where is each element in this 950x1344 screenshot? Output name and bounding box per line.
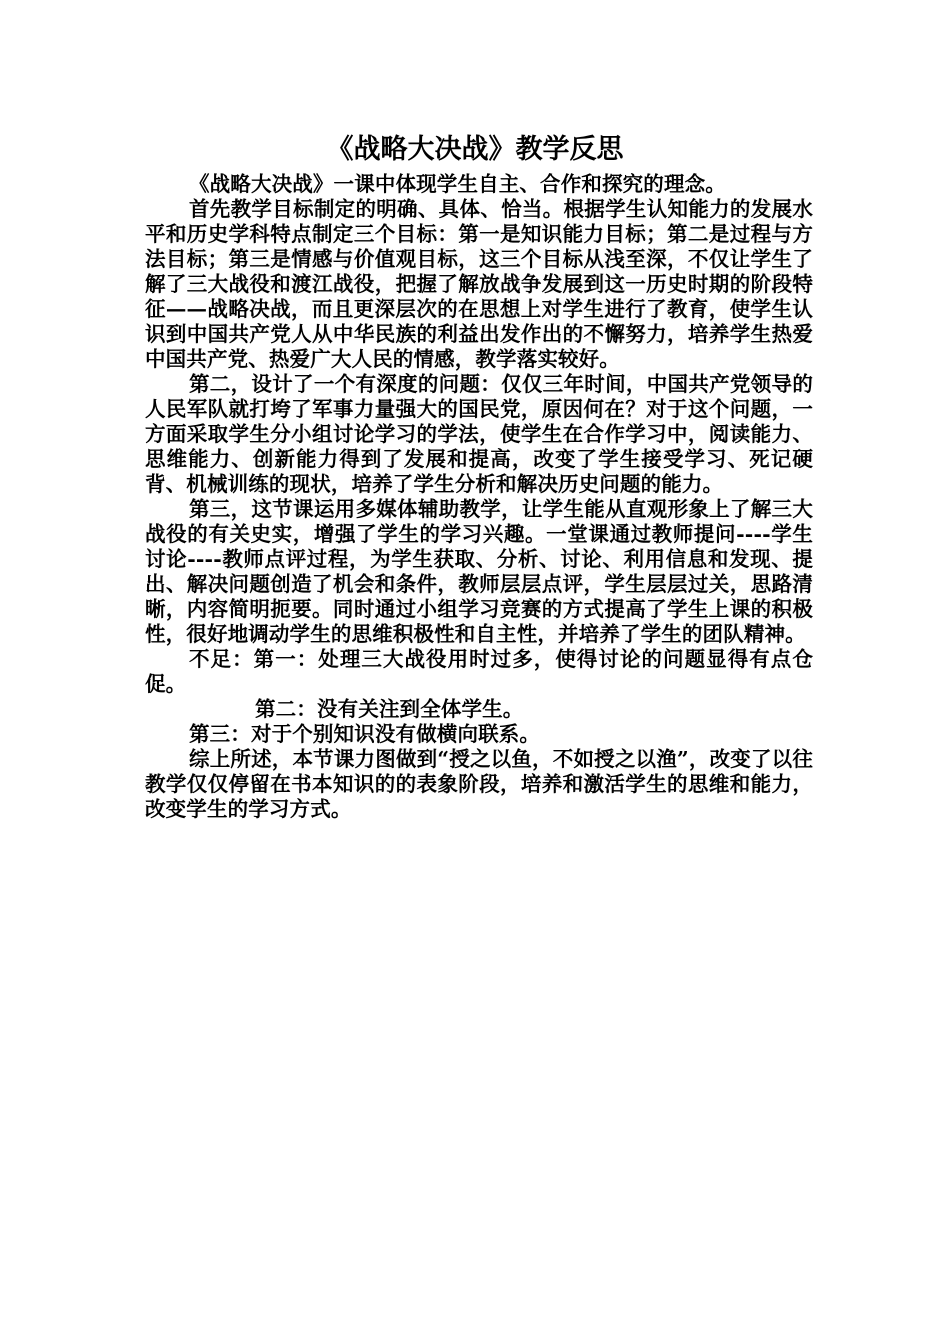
paragraph-shortcomings: 不足：第一：处理三大战役用时过多，使得讨论的问题显得有点仓促。 (145, 647, 813, 696)
paragraph-shortcoming-three: 第三：对于个别知识没有做横向联系。 (189, 722, 541, 746)
paragraph-third-point: 第三，这节课运用多媒体辅助教学，让学生能从直观形象上了解三大战役的有关史实，增强了学生的学习兴趣。一堂课通过教师提问----学生讨论----教师点评过程，为学生获取、分析、讨论、利用信息和发现、提出、解决问题创造了机会和条件，教师层层点评，学生层层过关，思路清晰，内容简明扼要。同时通过小组学习竞赛的方式提高了学生上课的积极性，很好地调动学生的思维积极性和自主性，并培养了学生的团队精神。 (145, 497, 813, 646)
paragraph-shortcoming-two: 第二：没有关注到全体学生。 (255, 697, 524, 721)
document-body (145, 172, 813, 822)
document-title: 《战略大决战》教学反思 (326, 134, 624, 165)
paragraph-objectives: 首先教学目标制定的明确、具体、恰当。根据学生认知能力的发展水平和历史学科特点制定三个目标：第一是知识能力目标；第二是过程与方法目标；第三是情感与价值观目标，这三个目标从浅至深，不仅让学生了解了三大战役和渡江战役，把握了解放战争发展到这一历史时期的阶段特征——战略决战，而且更深层次的在思想上对学生进行了教育，使学生认识到中国共产党人从中华民族的利益出发作出的不懈努力，培养学生热爱中国共产党、热爱广大人民的情感，教学落实较好。 (145, 197, 813, 371)
paragraph-intro: 《战略大决战》一课中体现学生自主、合作和探究的理念。 (189, 172, 726, 196)
paragraph-second-point: 第二，设计了一个有深度的问题：仅仅三年时间，中国共产党领导的人民军队就打垮了军事力量强大的国民党，原因何在？对于这个问题，一方面采取学生分小组讨论学习的学法，使学生在合作学习中，阅读能力、思维能力、创新能力得到了发展和提高，改变了学生接受学习、死记硬背、机械训练的现状，培养了学生分析和解决历史问题的能力。 (145, 372, 813, 496)
paragraph-conclusion: 综上所述，本节课力图做到“授之以鱼，不如授之以渔”，改变了以往教学仅仅停留在书本知识的的表象阶段，培养和激活学生的思维和能力，改变学生的学习方式。 (145, 747, 813, 821)
